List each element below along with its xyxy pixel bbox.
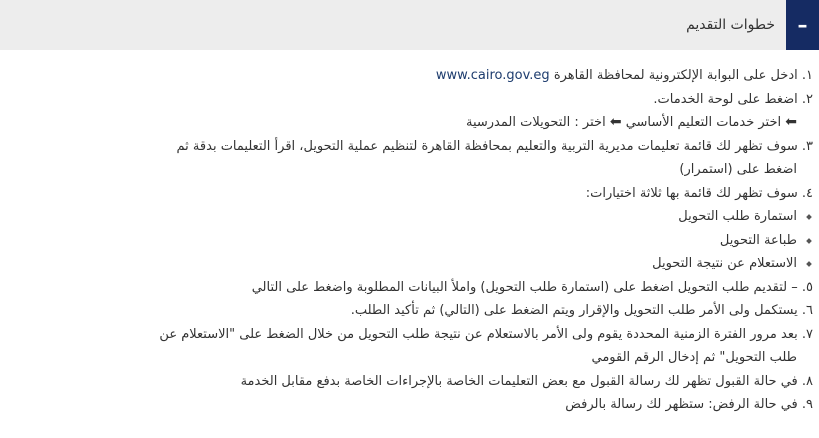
step-7-cont: طلب التحويل" ثم إدخال الرقم القومي — [591, 350, 797, 365]
option-transfer-form: استمارة طلب التحويل — [22, 205, 813, 229]
option-print-transfer: طباعة التحويل — [22, 229, 813, 253]
option-inquiry-result: الاستعلام عن نتيجة التحويل — [22, 252, 813, 276]
accordion-header[interactable] — [0, 0, 819, 50]
cairo-gov-link[interactable]: www.cairo.gov.eg — [435, 68, 550, 83]
step-3-cont: اضغط على (استمرار) — [679, 162, 797, 177]
arrow-left-icon: ⬅ — [609, 114, 622, 130]
step-2: ٢. اضغط على لوحة الخدمات. — [653, 91, 813, 107]
step-6: ٦. يستكمل ولى الأمر طلب التحويل والإقرار ويتم الضغط على (التالي) ثم تأكيد الطلب. — [350, 303, 813, 318]
arrow-left-icon: ⬅ — [785, 114, 797, 130]
minus-icon: – — [797, 13, 808, 37]
step-2-path-a: اختر خدمات التعليم الأساسي — [625, 115, 782, 130]
step-2-path-b: اختر : التحويلات المدرسية — [465, 115, 606, 130]
accordion-title[interactable]: خطوات التقديم — [686, 17, 775, 33]
step-5: ٥. – لتقديم طلب التحويل اضغط على (استمارة طلب التحويل) واملأ البيانات المطلوبة واضغط على التالي — [251, 279, 813, 295]
step-7: ٧. بعد مرور الفترة الزمنية المحددة يقوم ولى الأمر بالاستعلام عن نتيجة طلب التحويل من خلال الضغط على "الاستعلام عن — [159, 326, 813, 342]
step-4: ٤. سوف تظهر لك قائمة بها ثلاثة اختيارات: — [585, 185, 813, 201]
collapse-toggle-button[interactable] — [786, 0, 819, 50]
step-3: ٣. سوف تظهر لك قائمة تعليمات مديرية التربية والتعليم بمحافظة القاهرة لتنظيم عملية التحويل، اقرأ التعليمات بدقة ثم — [176, 138, 813, 154]
step-2-path — [22, 111, 813, 135]
step-1-text: ١. ادخل على البوابة الإلكترونية لمحافظة القاهرة — [553, 68, 813, 83]
step-9: ٩. في حالة الرفض: ستظهر لك رسالة بالرفض — [565, 397, 813, 412]
step-8: ٨. في حالة القبول تظهر لك رسالة القبول مع بعض التعليمات الخاصة بالإجراءات الخاصة بدفع مقابل الخدمة — [240, 373, 813, 389]
step-1 — [22, 64, 813, 88]
steps-content — [22, 64, 813, 417]
